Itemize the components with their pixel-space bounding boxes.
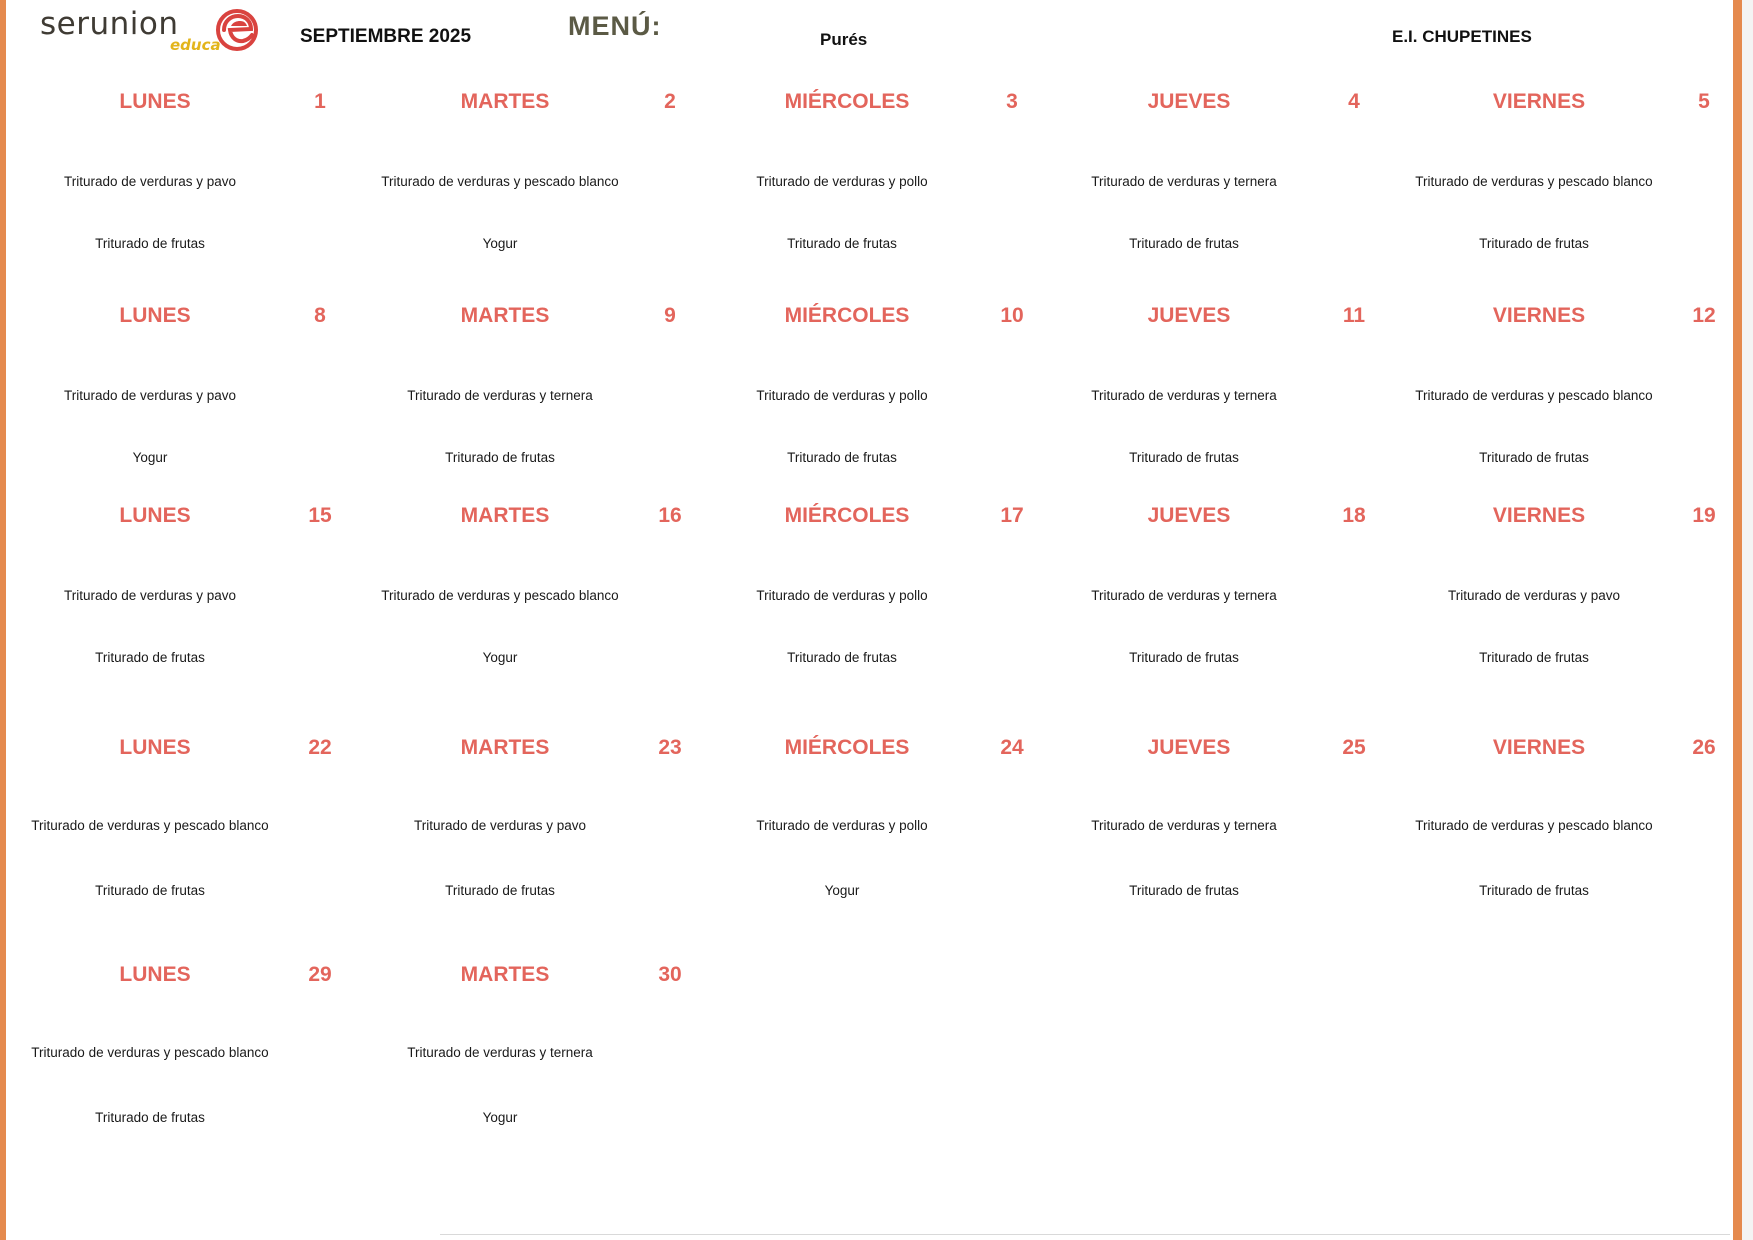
menu-type: Purés: [820, 30, 868, 49]
dessert: Yogur: [482, 650, 518, 665]
main-dish: Triturado de verduras y pescado blanco: [1415, 388, 1653, 403]
main-dish: Triturado de verduras y ternera: [407, 1045, 593, 1060]
day-number: 15: [308, 504, 332, 527]
dessert: Triturado de frutas: [445, 450, 555, 465]
dessert: Triturado de frutas: [1129, 883, 1239, 898]
day-name: JUEVES: [1147, 90, 1231, 113]
dessert: Triturado de frutas: [445, 883, 555, 898]
day-number: 30: [658, 963, 682, 986]
dessert: Triturado de frutas: [1479, 650, 1589, 665]
main-dish: Triturado de verduras y pavo: [1447, 588, 1621, 603]
day-number: 17: [1000, 504, 1024, 527]
serunion-logo: [40, 6, 270, 56]
dessert: Triturado de frutas: [1129, 450, 1239, 465]
day-cell: [727, 736, 1037, 966]
day-name: MIÉRCOLES: [784, 504, 910, 527]
main-dish: Triturado de verduras y ternera: [1091, 588, 1277, 603]
day-name: LUNES: [119, 963, 191, 986]
main-dish: Triturado de verduras y pollo: [756, 818, 928, 833]
logo-brand-text: serunion: [40, 6, 179, 42]
day-name: VIERNES: [1492, 304, 1586, 327]
page-margin-right: [1742, 0, 1753, 1240]
day-cell: [1419, 504, 1729, 734]
main-dish: Triturado de verduras y pollo: [756, 588, 928, 603]
main-dish: Triturado de verduras y pescado blanco: [31, 818, 269, 833]
day-name: LUNES: [119, 90, 191, 113]
main-dish: Triturado de verduras y ternera: [1091, 174, 1277, 189]
day-cell: [385, 963, 695, 1193]
day-cell: [1069, 504, 1379, 734]
main-dish: Triturado de verduras y pavo: [63, 588, 237, 603]
logo-swirl-icon: [215, 8, 259, 52]
day-name: MIÉRCOLES: [784, 304, 910, 327]
dessert: Triturado de frutas: [95, 236, 205, 251]
day-number: 18: [1342, 504, 1366, 527]
day-cell: [385, 736, 695, 966]
main-dish: Triturado de verduras y pescado blanco: [381, 588, 619, 603]
day-name: VIERNES: [1492, 736, 1586, 759]
day-name: MIÉRCOLES: [784, 90, 910, 113]
main-dish: Triturado de verduras y pavo: [413, 818, 587, 833]
day-cell: [35, 90, 345, 320]
dessert: Yogur: [824, 883, 860, 898]
day-number: 19: [1692, 504, 1716, 527]
dessert: Yogur: [482, 1110, 518, 1125]
day-name: LUNES: [119, 304, 191, 327]
day-number: 10: [1000, 304, 1024, 327]
dessert: Yogur: [132, 450, 168, 465]
day-name: MIÉRCOLES: [784, 736, 910, 759]
day-number: 16: [658, 504, 682, 527]
day-name: JUEVES: [1147, 504, 1231, 527]
dessert: Triturado de frutas: [95, 883, 205, 898]
day-cell: [1069, 90, 1379, 320]
day-name: MARTES: [460, 90, 550, 113]
dessert: Triturado de frutas: [787, 650, 897, 665]
day-number: 26: [1692, 736, 1716, 759]
dessert: Triturado de frutas: [787, 236, 897, 251]
day-number: 24: [1000, 736, 1024, 759]
day-cell: [1415, 90, 1729, 320]
main-dish: Triturado de verduras y pescado blanco: [1415, 818, 1653, 833]
day-name: JUEVES: [1147, 304, 1231, 327]
main-dish: Triturado de verduras y ternera: [1091, 818, 1277, 833]
day-name: VIERNES: [1492, 90, 1586, 113]
day-number: 9: [664, 304, 676, 327]
main-dish: Triturado de verduras y pollo: [756, 174, 928, 189]
day-cell: [1069, 304, 1379, 534]
day-number: 4: [1348, 90, 1360, 113]
dessert: Triturado de frutas: [1479, 450, 1589, 465]
day-number: 22: [308, 736, 332, 759]
dessert: Triturado de frutas: [1479, 236, 1589, 251]
main-dish: Triturado de verduras y pescado blanco: [1415, 174, 1653, 189]
main-dish: Triturado de verduras y pescado blanco: [381, 174, 619, 189]
main-dish: Triturado de verduras y pavo: [63, 388, 237, 403]
main-dish: Triturado de verduras y pollo: [756, 388, 928, 403]
main-dish: Triturado de verduras y ternera: [407, 388, 593, 403]
day-number: 1: [314, 90, 326, 113]
day-name: VIERNES: [1492, 504, 1586, 527]
day-cell: [1415, 304, 1729, 534]
day-number: 12: [1692, 304, 1716, 327]
page-border-bottom: [440, 1234, 1730, 1235]
day-name: MARTES: [460, 304, 550, 327]
day-name: MARTES: [460, 504, 550, 527]
day-name: LUNES: [119, 504, 191, 527]
day-cell: [1415, 736, 1729, 966]
dessert: Triturado de frutas: [1129, 236, 1239, 251]
dessert: Triturado de frutas: [787, 450, 897, 465]
dessert: Yogur: [482, 236, 518, 251]
day-number: 8: [314, 304, 326, 327]
school-name: E.I. CHUPETINES: [1392, 27, 1532, 46]
day-name: MARTES: [460, 736, 550, 759]
menu-label: MENÚ:: [568, 11, 662, 41]
day-cell: [31, 963, 345, 1193]
day-name: MARTES: [460, 963, 550, 986]
day-number: 29: [308, 963, 332, 986]
day-cell: [381, 504, 695, 734]
day-number: 11: [1342, 304, 1366, 327]
day-cell: [35, 504, 345, 734]
day-cell: [727, 304, 1037, 534]
day-cell: [727, 90, 1037, 320]
dessert: Triturado de frutas: [1479, 883, 1589, 898]
dessert: Triturado de frutas: [95, 650, 205, 665]
day-name: LUNES: [119, 736, 191, 759]
dessert: Triturado de frutas: [95, 1110, 205, 1125]
day-number: 5: [1698, 90, 1710, 113]
day-number: 3: [1006, 90, 1018, 113]
day-cell: [31, 736, 345, 966]
day-cell: [385, 304, 695, 534]
day-cell: [35, 304, 345, 534]
day-cell: [727, 504, 1037, 734]
day-cell: [381, 90, 695, 320]
day-name: JUEVES: [1147, 736, 1231, 759]
main-dish: Triturado de verduras y pavo: [63, 174, 237, 189]
main-dish: Triturado de verduras y pescado blanco: [31, 1045, 269, 1060]
day-number: 2: [664, 90, 676, 113]
day-cell: [1069, 736, 1379, 966]
page-border-right: [1733, 0, 1742, 1240]
logo-sub-text: educa: [170, 36, 221, 54]
day-number: 25: [1342, 736, 1366, 759]
menu-month: SEPTIEMBRE 2025: [300, 26, 472, 47]
day-number: 23: [658, 736, 682, 759]
dessert: Triturado de frutas: [1129, 650, 1239, 665]
main-dish: Triturado de verduras y ternera: [1091, 388, 1277, 403]
